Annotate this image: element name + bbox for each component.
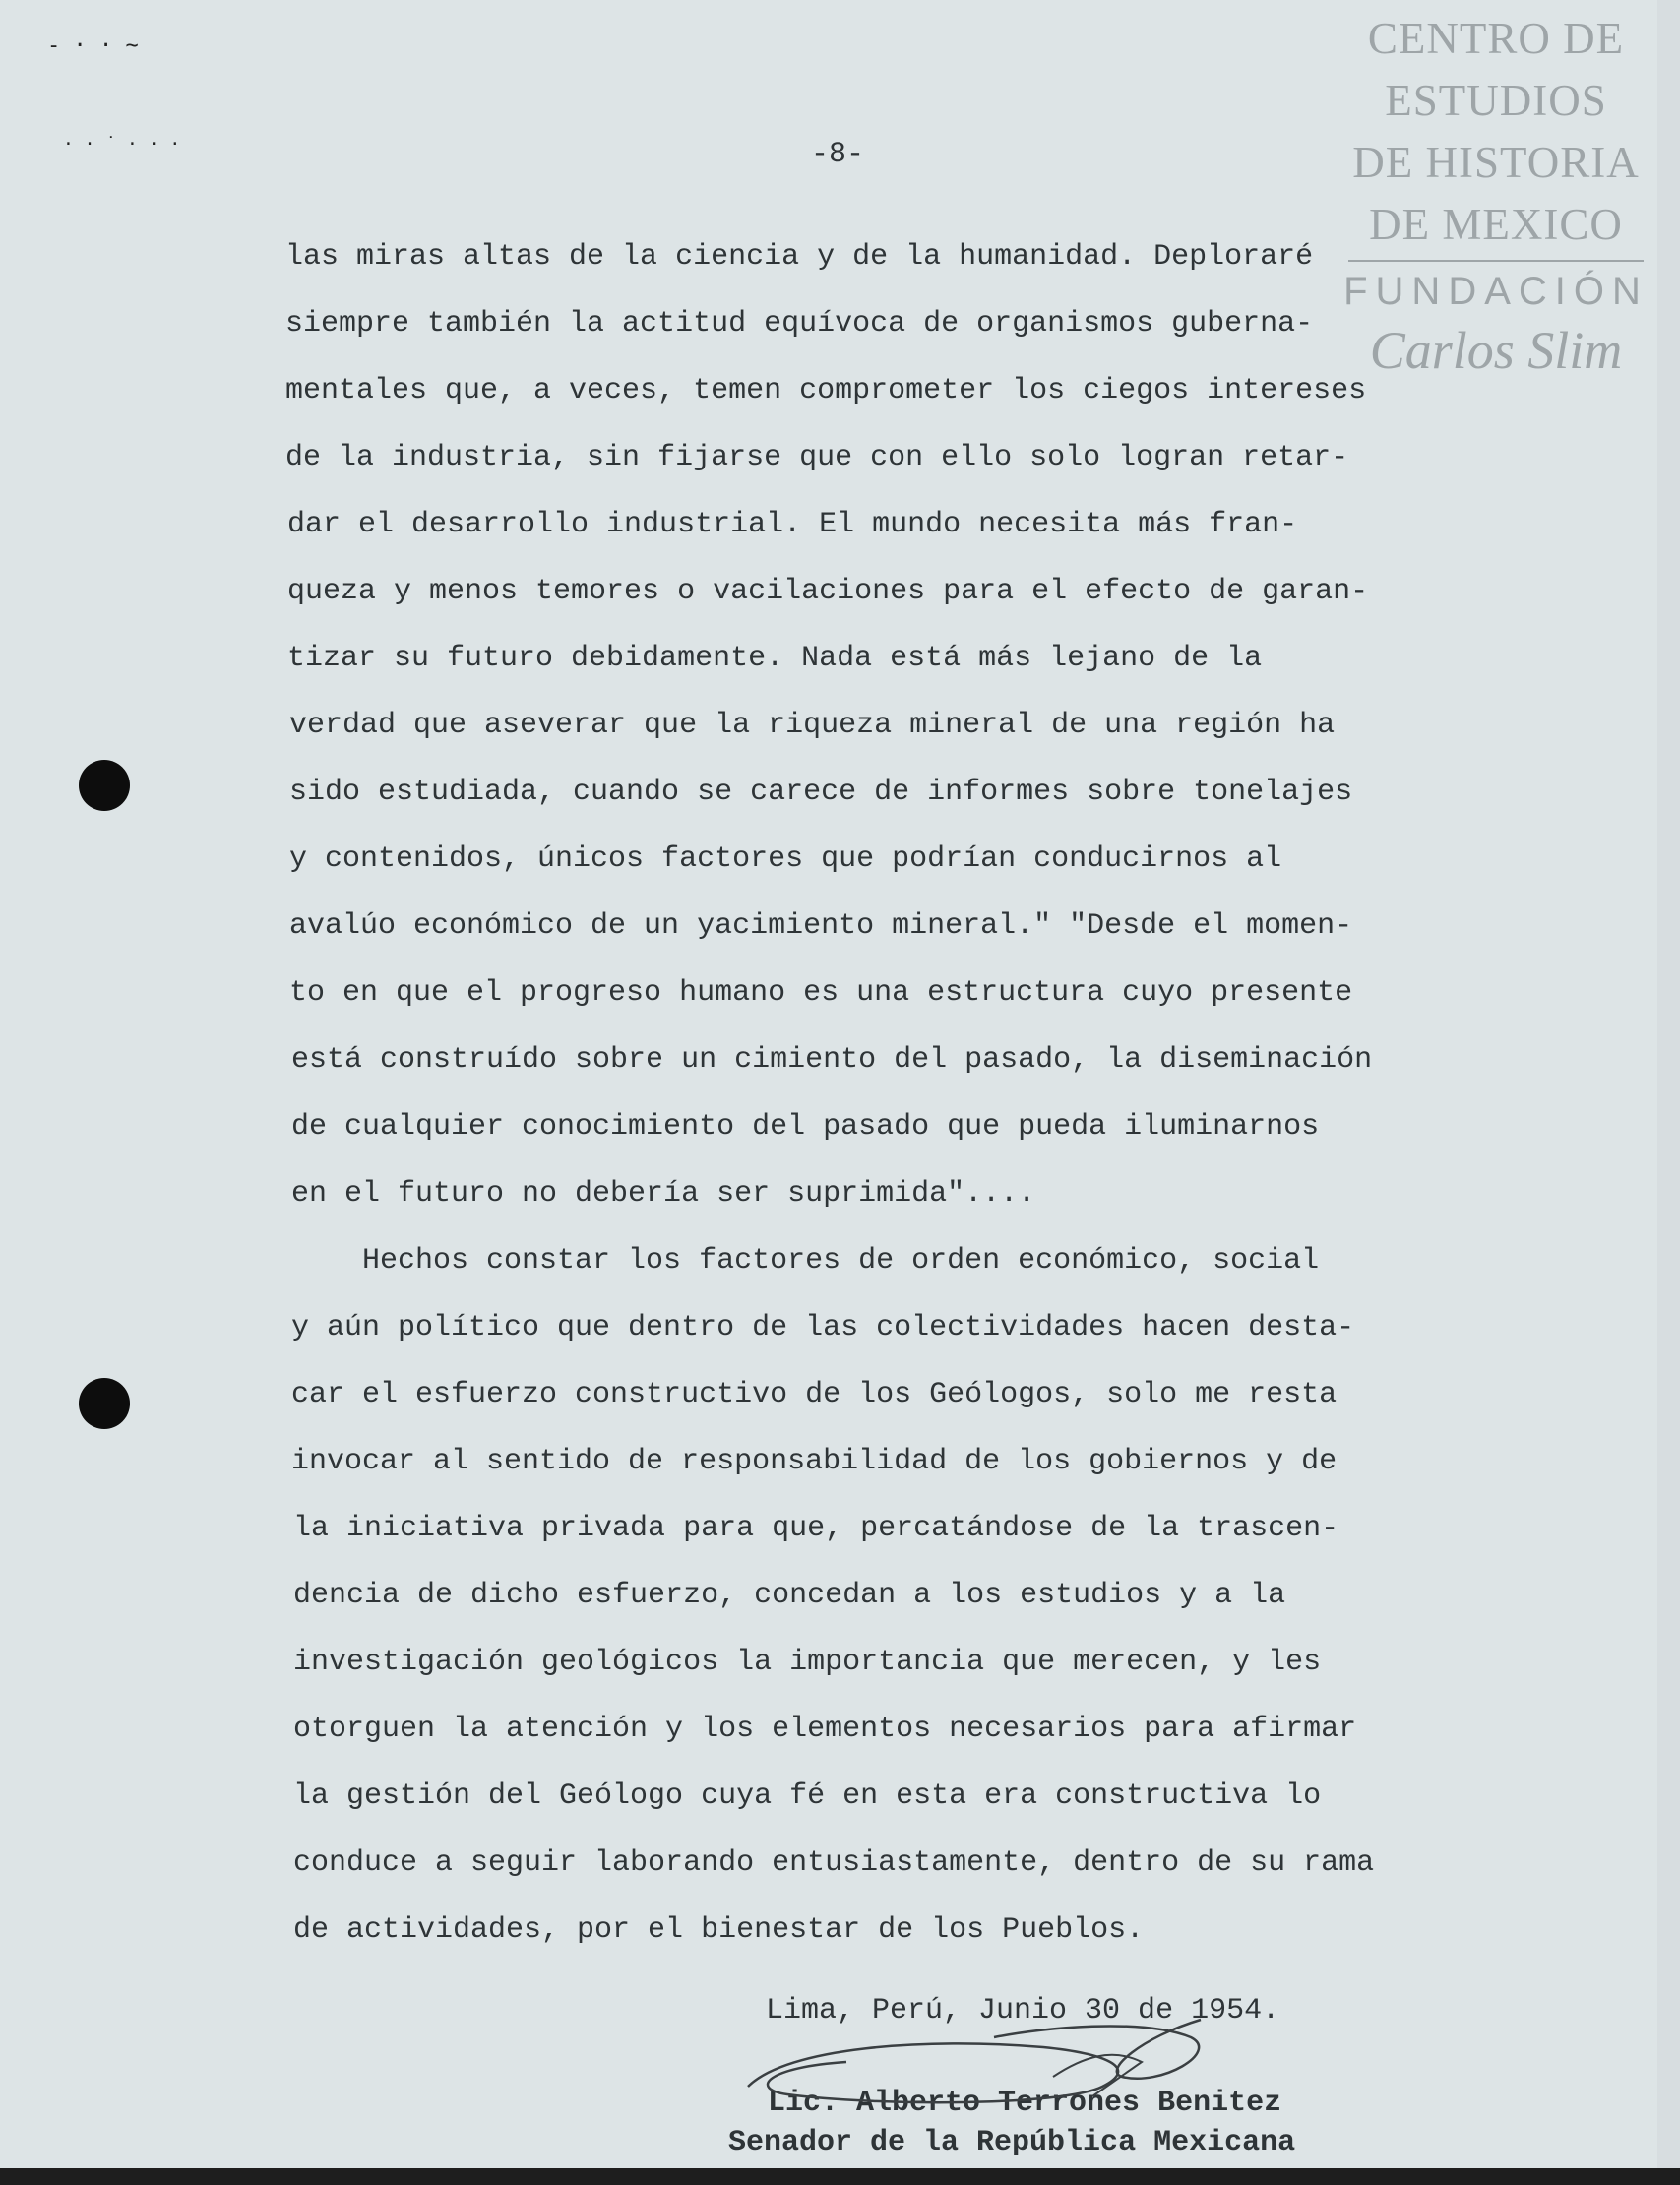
- text-line: siempre también la actitud equívoca de organismos guberna-: [285, 307, 1314, 341]
- text-line: avalúo económico de un yacimiento mineral." "Desde el momen-: [289, 909, 1353, 943]
- ink-mark: · · ˙ · · ·: [63, 134, 181, 155]
- text-line: sido estudiada, cuando se carece de informes sobre tonelajes: [289, 776, 1353, 809]
- text-line: y contenidos, únicos factores que podrían conducirnos al: [289, 843, 1282, 876]
- watermark-foundation: FUNDACIÓN: [1343, 270, 1649, 313]
- text-line: tizar su futuro debidamente. Nada está más lejano de la: [287, 642, 1263, 675]
- text-line: dar el desarrollo industrial. El mundo necesita más fran-: [287, 508, 1298, 541]
- punch-hole: [79, 1378, 130, 1429]
- text-line: mentales que, a veces, temen comprometer los ciegos intereses: [285, 374, 1367, 407]
- ink-mark: - · · ~: [47, 33, 139, 58]
- text-line: las miras altas de la ciencia y de la humanidad. Deploraré: [285, 240, 1314, 274]
- watermark-line: DE HISTORIA: [1352, 138, 1640, 187]
- watermark-line: ESTUDIOS: [1385, 76, 1607, 125]
- text-line: Hechos constar los factores de orden económico, social: [291, 1244, 1320, 1278]
- signatory-name: Lic. Alberto Terrones Benitez: [768, 2087, 1282, 2120]
- text-line: verdad que aseverar que la riqueza mineral de una región ha: [289, 709, 1336, 742]
- watermark-line: DE MEXICO: [1369, 200, 1623, 249]
- text-line: y aún político que dentro de las colectividades hacen desta-: [291, 1311, 1355, 1344]
- text-line: está construído sobre un cimiento del pasado, la diseminación: [291, 1043, 1373, 1077]
- text-line: queza y menos temores o vacilaciones para el efecto de garan-: [287, 575, 1369, 608]
- watermark-signature: Carlos Slim: [1369, 321, 1623, 380]
- handwritten-signature: [728, 2008, 1279, 2116]
- text-line: conduce a seguir laborando entusiastamente, dentro de su rama: [293, 1846, 1375, 1880]
- watermark-line: CENTRO DE: [1367, 14, 1625, 63]
- text-line: de cualquier conocimiento del pasado que pueda iluminarnos: [291, 1110, 1320, 1144]
- text-line: car el esfuerzo constructivo de los Geólogos, solo me resta: [291, 1378, 1338, 1411]
- text-line: investigación geológicos la importancia que merecen, y les: [293, 1646, 1322, 1679]
- text-line: de la industria, sin fijarse que con ello solo logran retar-: [285, 441, 1349, 474]
- text-line: invocar al sentido de responsabilidad de los gobiernos y de: [291, 1445, 1338, 1478]
- text-line: to en que el progreso humano es una estructura cuyo presente: [289, 976, 1353, 1010]
- text-line: la gestión del Geólogo cuya fé en esta era constructiva lo: [293, 1779, 1322, 1813]
- text-line: de actividades, por el bienestar de los Pueblos.: [293, 1913, 1145, 1947]
- text-line: otorguen la atención y los elementos necesarios para afirmar: [293, 1713, 1357, 1746]
- archive-watermark: [1338, 8, 1653, 380]
- place-date: Lima, Perú, Junio 30 de 1954.: [766, 1994, 1280, 2028]
- punch-hole: [79, 760, 130, 811]
- page-number: -8-: [811, 138, 865, 171]
- text-line: la iniciativa privada para que, percatándose de la trascen-: [293, 1512, 1339, 1545]
- signatory-title: Senador de la República Mexicana: [728, 2126, 1296, 2159]
- scan-border: [0, 2168, 1680, 2185]
- text-line: en el futuro no debería ser suprimida"....: [291, 1177, 1036, 1211]
- page-edge: [1657, 0, 1680, 2185]
- text-line: dencia de dicho esfuerzo, concedan a los estudios y a la: [293, 1579, 1286, 1612]
